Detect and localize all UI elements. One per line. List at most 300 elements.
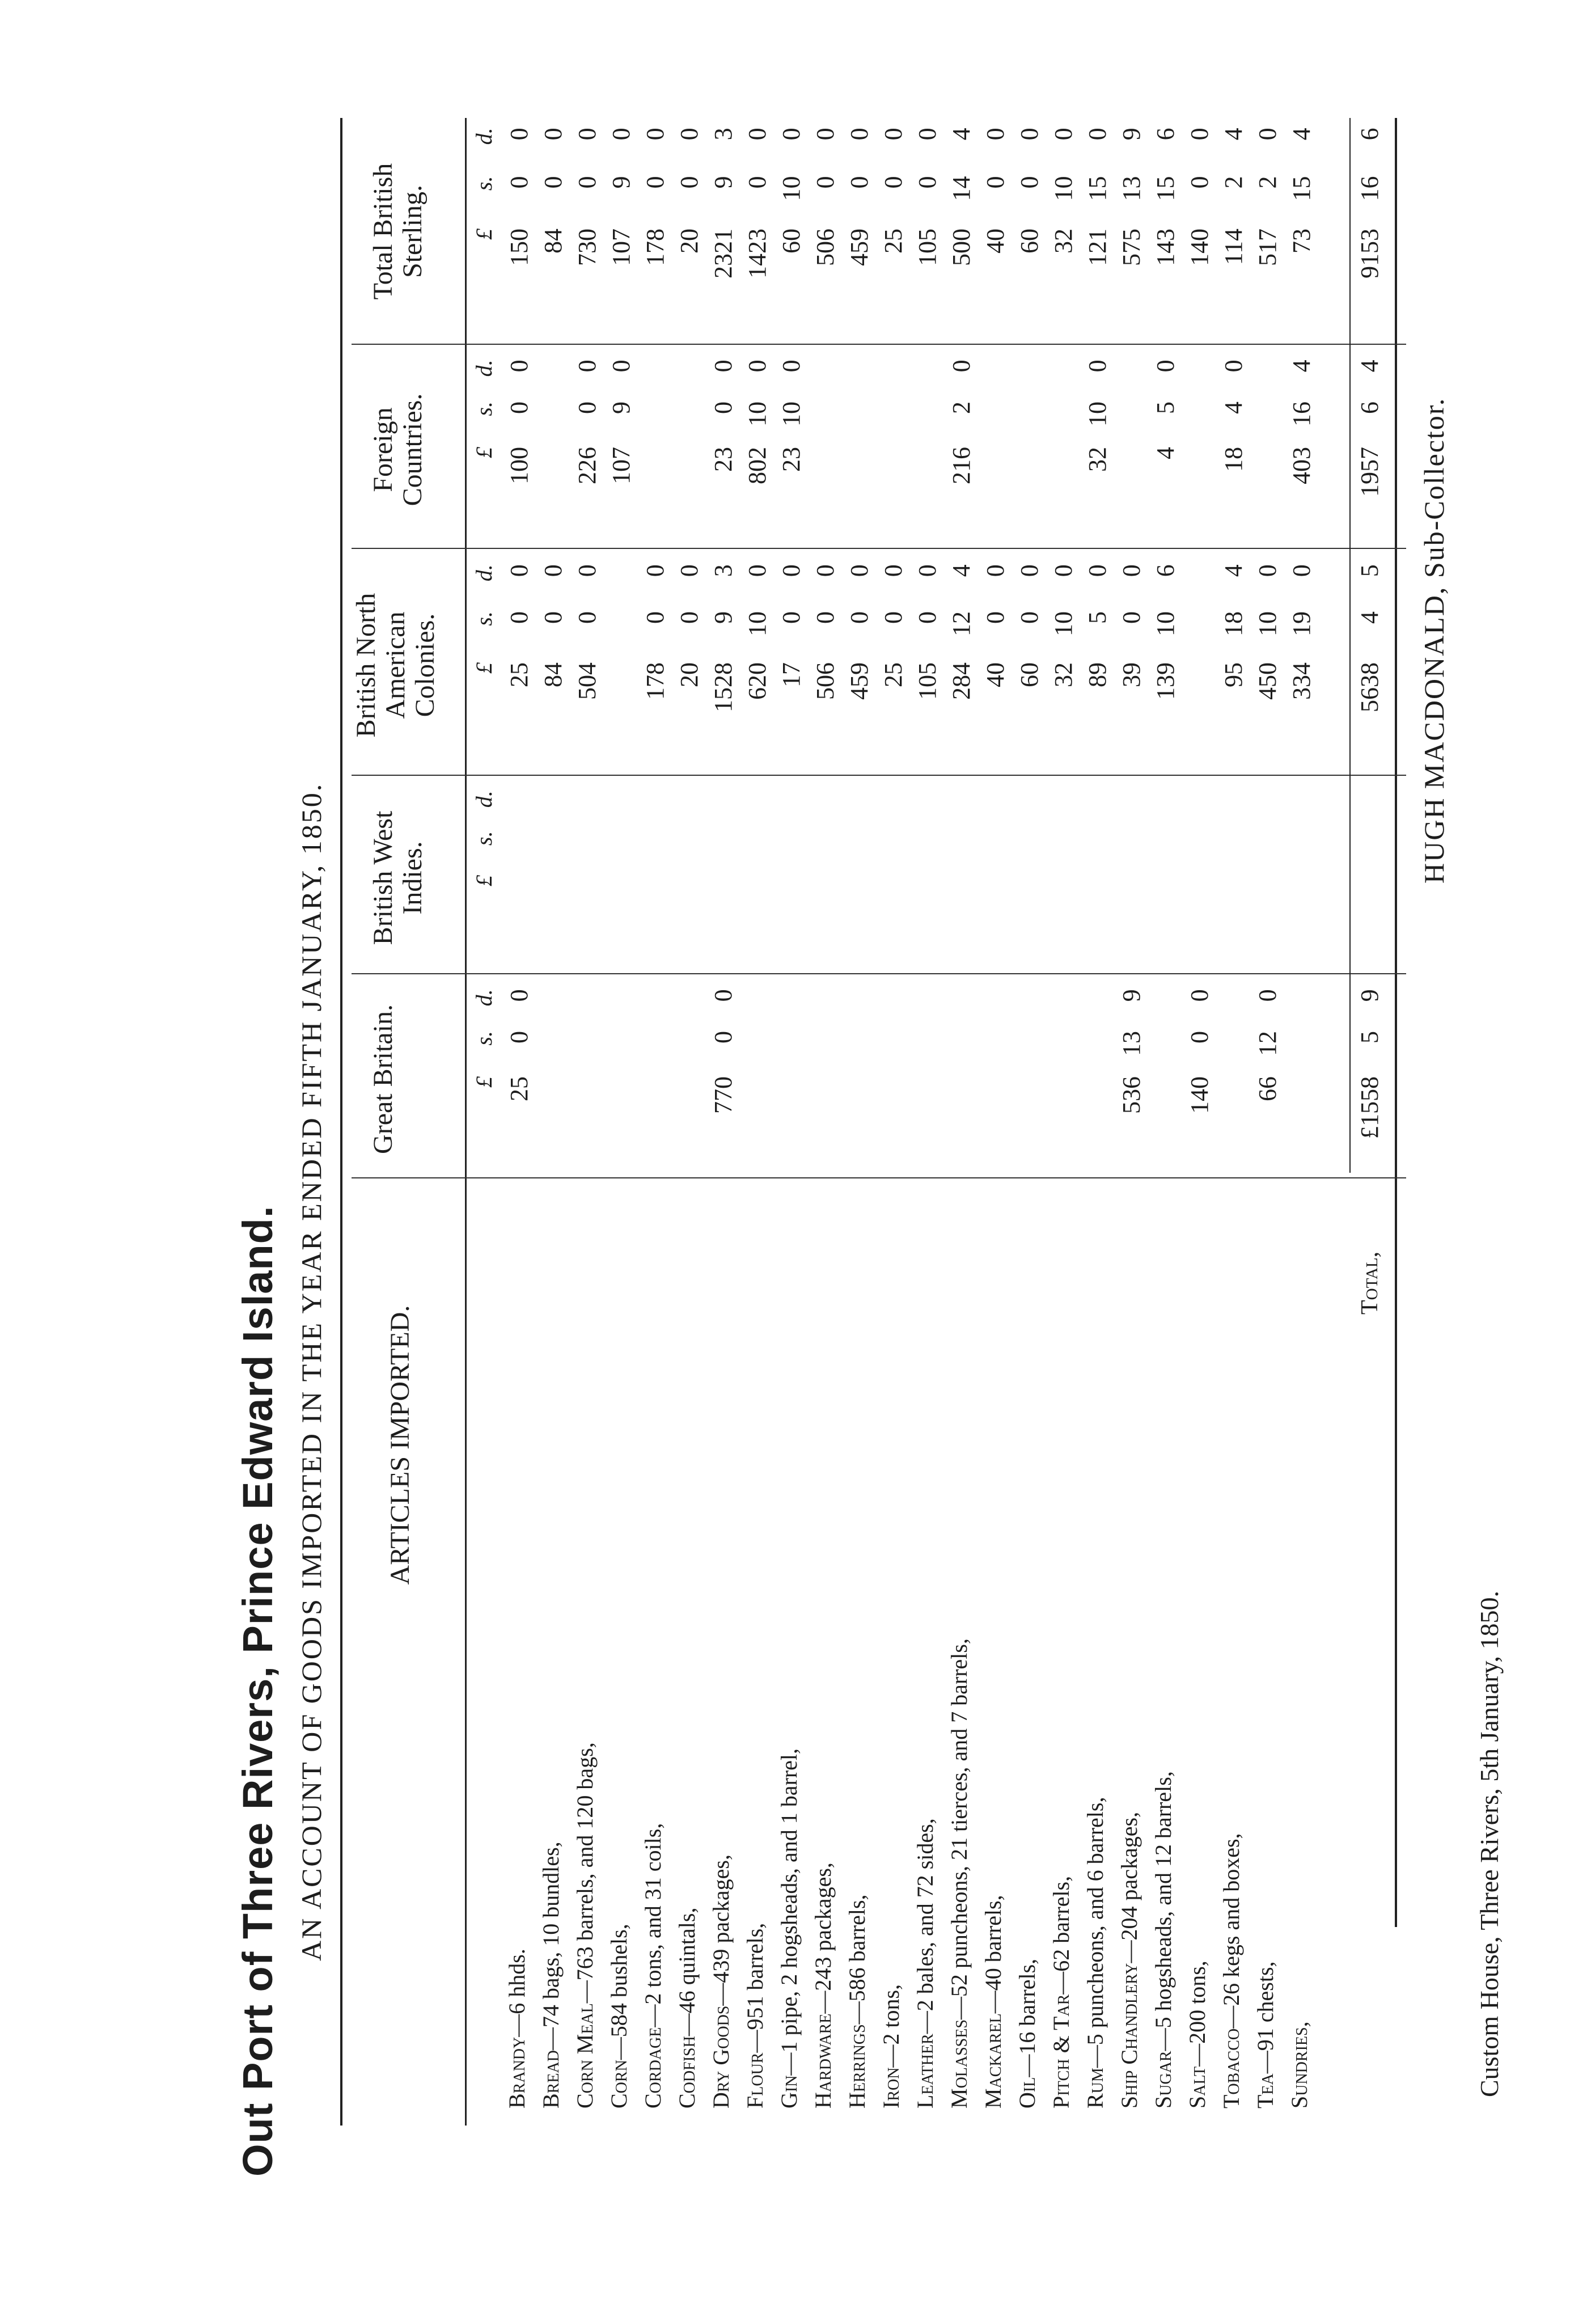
bna-cell-shillings: 18 bbox=[1220, 611, 1247, 636]
total-cell-shillings: 0 bbox=[981, 176, 1009, 189]
total-cell-pounds: 140 bbox=[1186, 229, 1213, 266]
total-cell-shillings: 15 bbox=[1288, 176, 1315, 201]
bna-cell-pounds: 17 bbox=[777, 662, 805, 687]
bna-total-pence: 5 bbox=[1356, 564, 1383, 577]
article-quantity: —763 barrels, and 120 bags, bbox=[572, 1742, 598, 2004]
article-name: Gin bbox=[776, 2075, 802, 2108]
article-name: Dry Goods bbox=[708, 2005, 734, 2108]
bna-cell-pence: 0 bbox=[573, 564, 601, 577]
rule-header-bottom bbox=[465, 118, 467, 2126]
foreign-cell-pounds: 100 bbox=[505, 447, 533, 484]
bna-cell-shillings: 10 bbox=[1254, 611, 1281, 636]
article-quantity: —5 puncheons, and 6 barrels, bbox=[1082, 1797, 1108, 2068]
bna-cell-shillings: 0 bbox=[641, 611, 669, 624]
total-cell-pence: 3 bbox=[709, 128, 737, 141]
col-sep bbox=[352, 1177, 1406, 1178]
foreign-cell-pounds: 107 bbox=[607, 447, 635, 484]
total-cell-pounds: 60 bbox=[1015, 229, 1043, 253]
bna-cell-shillings: 0 bbox=[1015, 611, 1043, 624]
total-cell-pence: 0 bbox=[879, 128, 907, 141]
total-cell-pence: 0 bbox=[1186, 128, 1213, 141]
foreign-cell-shillings: 10 bbox=[1084, 402, 1111, 426]
article-label bbox=[809, 1862, 838, 2108]
total-cell-pence: 9 bbox=[1118, 128, 1145, 141]
total-cell-shillings: 0 bbox=[539, 176, 567, 189]
total-cell-pence: 0 bbox=[981, 128, 1009, 141]
foreign-cell-shillings: 4 bbox=[1220, 402, 1247, 414]
article-name: Brandy bbox=[504, 2036, 530, 2108]
unit-pence: d. bbox=[471, 564, 497, 582]
gb-cell-shillings: 0 bbox=[709, 1031, 737, 1043]
foreign-cell-shillings: 0 bbox=[573, 402, 601, 414]
bna-cell-pounds: 40 bbox=[981, 662, 1009, 687]
foreign-cell-pence: 0 bbox=[573, 360, 601, 373]
article-label bbox=[843, 1894, 872, 2108]
article-name: Hardware bbox=[810, 2013, 836, 2108]
bna-cell-pence: 0 bbox=[1084, 564, 1111, 577]
bna-cell-pence: 0 bbox=[505, 564, 533, 577]
bna-cell-pence: 0 bbox=[743, 564, 771, 577]
bna-total-pounds: 5638 bbox=[1356, 662, 1383, 712]
total-cell-pounds: 506 bbox=[811, 229, 839, 266]
bna-cell-pence: 0 bbox=[1050, 564, 1077, 577]
foreign-cell-shillings: 2 bbox=[947, 402, 975, 414]
gb-total-pence: 9 bbox=[1356, 989, 1383, 1002]
total-cell-pounds: 459 bbox=[845, 229, 873, 266]
article-label bbox=[604, 1924, 634, 2108]
gb-cell-pounds: 25 bbox=[505, 1076, 533, 1101]
article-quantity: —46 quintals, bbox=[674, 1907, 700, 2036]
foreign-cell-shillings: 5 bbox=[1152, 402, 1179, 414]
article-quantity: —91 chests, bbox=[1252, 1961, 1278, 2074]
bna-cell-shillings: 0 bbox=[811, 611, 839, 624]
article-quantity: —951 barrels, bbox=[742, 1922, 768, 2053]
grand-total-pence: 6 bbox=[1356, 128, 1383, 141]
bna-cell-shillings: 10 bbox=[743, 611, 771, 636]
total-cell-pounds: 40 bbox=[981, 229, 1009, 253]
total-cell-pence: 0 bbox=[607, 128, 635, 141]
article-name: Codfish bbox=[674, 2036, 700, 2108]
foreign-cell-pounds: 226 bbox=[573, 447, 601, 484]
bna-cell-pounds: 450 bbox=[1254, 662, 1281, 700]
col-sep bbox=[352, 344, 1406, 345]
article-quantity: —26 kegs and boxes, bbox=[1218, 1833, 1244, 2029]
foreign-cell-shillings: 0 bbox=[505, 402, 533, 414]
bna-cell-pence: 0 bbox=[1254, 564, 1281, 577]
article-quantity: —5 hogsheads, and 12 barrels, bbox=[1150, 1771, 1176, 2051]
foreign-cell-pounds: 23 bbox=[777, 447, 805, 472]
bna-cell-shillings: 5 bbox=[1084, 611, 1111, 624]
foreign-cell-pence: 0 bbox=[947, 360, 975, 373]
article-name: Ship Chandlery bbox=[1116, 1963, 1142, 2108]
bna-cell-pence: 0 bbox=[1288, 564, 1315, 577]
foreign-cell-pence: 0 bbox=[1220, 360, 1247, 373]
bna-cell-pounds: 506 bbox=[811, 662, 839, 700]
article-name: Salt bbox=[1184, 2066, 1210, 2108]
header-bna: British North American Colonies. bbox=[351, 593, 440, 738]
foreign-cell-pounds: 4 bbox=[1152, 447, 1179, 459]
article-quantity: , bbox=[1287, 2021, 1312, 2027]
bna-cell-pence: 0 bbox=[1118, 564, 1145, 577]
total-cell-shillings: 0 bbox=[913, 176, 941, 189]
total-cell-pounds: 500 bbox=[947, 229, 975, 266]
foreign-cell-shillings: 16 bbox=[1288, 402, 1315, 426]
article-label bbox=[911, 1818, 940, 2108]
unit-pence: d. bbox=[471, 791, 497, 808]
total-cell-shillings: 0 bbox=[1015, 176, 1043, 189]
bna-cell-shillings: 10 bbox=[1050, 611, 1077, 636]
foreign-cell-pence: 0 bbox=[1084, 360, 1111, 373]
header-west-indies: British West Indies. bbox=[368, 810, 428, 945]
signature: HUGH MACDONALD, Sub-Collector. bbox=[1418, 397, 1450, 884]
article-name: Leather bbox=[912, 2034, 938, 2108]
unit-shillings: s. bbox=[471, 1031, 497, 1046]
bna-cell-pence: 0 bbox=[641, 564, 669, 577]
article-name: Flour bbox=[742, 2052, 768, 2108]
foreign-cell-pounds: 18 bbox=[1220, 447, 1247, 472]
total-cell-pounds: 1423 bbox=[743, 229, 771, 278]
article-name: Iron bbox=[878, 2067, 904, 2108]
total-cell-pounds: 143 bbox=[1152, 229, 1179, 266]
total-cell-pence: 0 bbox=[811, 128, 839, 141]
total-cell-pence: 0 bbox=[1015, 128, 1043, 141]
gb-cell-pounds: 66 bbox=[1254, 1076, 1281, 1101]
total-cell-shillings: 2 bbox=[1254, 176, 1281, 189]
foreign-cell-shillings: 10 bbox=[743, 402, 771, 426]
total-cell-pounds: 178 bbox=[641, 229, 669, 266]
bna-cell-shillings: 0 bbox=[913, 611, 941, 624]
total-cell-shillings: 0 bbox=[675, 176, 703, 189]
bna-cell-pounds: 178 bbox=[641, 662, 669, 700]
total-label: Total, bbox=[1357, 1251, 1383, 1315]
article-label bbox=[570, 1742, 600, 2108]
bna-cell-shillings: 0 bbox=[675, 611, 703, 624]
rule-top bbox=[340, 118, 342, 2126]
total-cell-pence: 4 bbox=[1220, 128, 1247, 141]
gb-cell-pounds: 770 bbox=[709, 1076, 737, 1114]
article-name: Corn Meal bbox=[572, 2003, 598, 2108]
foreign-cell-pence: 0 bbox=[607, 360, 635, 373]
grand-total-shillings: 16 bbox=[1356, 176, 1383, 201]
foreign-cell-pence: 0 bbox=[777, 360, 805, 373]
bna-cell-pence: 0 bbox=[1015, 564, 1043, 577]
article-name: Molasses bbox=[946, 2019, 972, 2108]
grand-total-pounds: 9153 bbox=[1356, 229, 1383, 278]
total-cell-shillings: 14 bbox=[947, 176, 975, 201]
total-cell-pounds: 60 bbox=[777, 229, 805, 253]
bna-cell-shillings: 0 bbox=[981, 611, 1009, 624]
bna-cell-pence: 0 bbox=[811, 564, 839, 577]
article-label bbox=[740, 1923, 770, 2108]
article-label bbox=[1115, 1812, 1144, 2108]
gb-cell-shillings: 13 bbox=[1118, 1031, 1145, 1056]
article-quantity: —204 packages, bbox=[1116, 1811, 1142, 1963]
gb-total-pounds: £1558 bbox=[1356, 1076, 1383, 1139]
article-name: Bread bbox=[538, 2050, 564, 2108]
total-cell-shillings: 0 bbox=[811, 176, 839, 189]
total-cell-shillings: 0 bbox=[1186, 176, 1213, 189]
bna-cell-pounds: 284 bbox=[947, 662, 975, 700]
bna-cell-pence: 0 bbox=[879, 564, 907, 577]
bna-cell-pence: 0 bbox=[981, 564, 1009, 577]
gb-cell-pounds: 140 bbox=[1186, 1076, 1213, 1114]
article-name: Corn bbox=[606, 2060, 632, 2108]
foreign-total-pence: 4 bbox=[1356, 360, 1383, 373]
foreign-total-shillings: 6 bbox=[1356, 402, 1383, 414]
total-cell-pounds: 107 bbox=[607, 229, 635, 266]
total-cell-pounds: 121 bbox=[1084, 229, 1111, 266]
article-quantity: —74 bags, 10 bundles, bbox=[538, 1841, 564, 2051]
bna-cell-pence: 0 bbox=[845, 564, 873, 577]
unit-shillings: s. bbox=[471, 176, 497, 191]
bna-cell-pounds: 39 bbox=[1118, 662, 1145, 687]
article-label bbox=[1251, 1961, 1280, 2108]
bna-cell-pence: 6 bbox=[1152, 564, 1179, 577]
total-cell-shillings: 0 bbox=[505, 176, 533, 189]
bna-cell-shillings: 0 bbox=[879, 611, 907, 624]
article-quantity: —1 pipe, 2 hogsheads, and 1 barrel, bbox=[776, 1748, 802, 2076]
foreign-cell-pence: 0 bbox=[743, 360, 771, 373]
article-label bbox=[877, 1984, 906, 2108]
bna-cell-shillings: 10 bbox=[1152, 611, 1179, 636]
total-cell-pounds: 32 bbox=[1050, 229, 1077, 253]
document-title: Out Port of Three Rivers, Prince Edward Island. bbox=[234, 1205, 281, 2177]
article-quantity: —40 barrels, bbox=[980, 1895, 1006, 2014]
gb-cell-pence: 0 bbox=[1186, 989, 1213, 1002]
gb-cell-shillings: 0 bbox=[505, 1031, 533, 1043]
total-cell-pence: 0 bbox=[539, 128, 567, 141]
total-cell-pence: 6 bbox=[1152, 128, 1179, 141]
unit-shillings: s. bbox=[471, 611, 497, 626]
article-label bbox=[536, 1841, 566, 2108]
foreign-cell-shillings: 10 bbox=[777, 402, 805, 426]
gb-cell-pence: 9 bbox=[1118, 989, 1145, 1002]
total-cell-pounds: 150 bbox=[505, 229, 533, 266]
total-cell-shillings: 15 bbox=[1152, 176, 1179, 201]
total-cell-pence: 0 bbox=[777, 128, 805, 141]
article-quantity: —2 bales, and 72 sides, bbox=[912, 1818, 938, 2034]
total-cell-pounds: 114 bbox=[1220, 229, 1247, 265]
col-sep bbox=[352, 775, 1406, 776]
foreign-cell-pounds: 403 bbox=[1288, 447, 1315, 484]
article-name: Pitch & Tar bbox=[1048, 1994, 1074, 2108]
bna-cell-shillings: 0 bbox=[845, 611, 873, 624]
total-cell-shillings: 0 bbox=[573, 176, 601, 189]
bna-cell-pounds: 20 bbox=[675, 662, 703, 687]
foreign-cell-pounds: 802 bbox=[743, 447, 771, 484]
document-subtitle: AN ACCOUNT OF GOODS IMPORTED IN THE YEAR ENDED FIFTH JANUARY, 1850. bbox=[295, 782, 327, 1961]
article-label bbox=[979, 1895, 1008, 2108]
total-cell-pounds: 25 bbox=[879, 229, 907, 253]
article-quantity: —6 hhds. bbox=[504, 1949, 530, 2037]
unit-pounds: £ bbox=[471, 875, 497, 886]
article-quantity: —439 packages, bbox=[708, 1854, 734, 2006]
total-cell-pounds: 73 bbox=[1288, 229, 1315, 253]
col-sep bbox=[352, 973, 1406, 974]
bna-cell-pounds: 95 bbox=[1220, 662, 1247, 687]
total-cell-pence: 0 bbox=[1084, 128, 1111, 141]
total-cell-pence: 0 bbox=[743, 128, 771, 141]
bna-cell-pounds: 459 bbox=[845, 662, 873, 700]
article-quantity: —2 tons, and 31 coils, bbox=[640, 1823, 666, 2027]
article-name: Herrings bbox=[844, 2024, 870, 2108]
foreign-cell-shillings: 9 bbox=[607, 402, 635, 414]
total-cell-pence: 0 bbox=[845, 128, 873, 141]
total-cell-shillings: 0 bbox=[641, 176, 669, 189]
article-quantity: —62 barrels, bbox=[1048, 1875, 1074, 1995]
article-label bbox=[1183, 1960, 1212, 2108]
total-cell-pounds: 20 bbox=[675, 229, 703, 253]
total-cell-pounds: 517 bbox=[1254, 229, 1281, 266]
total-cell-pounds: 730 bbox=[573, 229, 601, 266]
total-cell-shillings: 0 bbox=[743, 176, 771, 189]
unit-pence: d. bbox=[471, 128, 497, 145]
article-quantity: —584 bushels, bbox=[606, 1924, 632, 2060]
article-name: Rum bbox=[1082, 2068, 1108, 2108]
article-label bbox=[1081, 1797, 1110, 2108]
total-cell-pence: 0 bbox=[675, 128, 703, 141]
gb-cell-pence: 0 bbox=[709, 989, 737, 1002]
total-cell-shillings: 10 bbox=[777, 176, 805, 201]
gb-cell-pence: 0 bbox=[505, 989, 533, 1002]
bna-cell-pounds: 89 bbox=[1084, 662, 1111, 687]
total-cell-shillings: 10 bbox=[1050, 176, 1077, 201]
bna-total-shillings: 4 bbox=[1356, 611, 1383, 624]
article-quantity: —586 barrels, bbox=[844, 1894, 870, 2025]
total-cell-shillings: 0 bbox=[879, 176, 907, 189]
article-name: Sundries bbox=[1287, 2027, 1312, 2108]
unit-shillings: s. bbox=[471, 402, 497, 416]
article-quantity: —200 tons, bbox=[1184, 1960, 1210, 2067]
foreign-cell-pounds: 32 bbox=[1084, 447, 1111, 472]
foreign-cell-pounds: 216 bbox=[947, 447, 975, 484]
bna-cell-pounds: 32 bbox=[1050, 662, 1077, 687]
foreign-total-pounds: 1957 bbox=[1356, 447, 1383, 497]
article-label bbox=[1013, 1959, 1042, 2108]
article-name: Sugar bbox=[1150, 2051, 1176, 2108]
bna-cell-pence: 0 bbox=[777, 564, 805, 577]
bna-cell-shillings: 0 bbox=[573, 611, 601, 624]
bna-cell-pence: 3 bbox=[709, 564, 737, 577]
header-articles: ARTICLES IMPORTED. bbox=[385, 1305, 415, 1585]
gb-cell-pence: 0 bbox=[1254, 989, 1281, 1002]
bna-cell-shillings: 12 bbox=[947, 611, 975, 636]
article-name: Tobacco bbox=[1218, 2028, 1244, 2108]
unit-pounds: £ bbox=[471, 229, 497, 240]
bna-cell-pence: 0 bbox=[539, 564, 567, 577]
bna-cell-pounds: 139 bbox=[1152, 662, 1179, 700]
total-cell-pounds: 105 bbox=[913, 229, 941, 266]
bna-cell-pounds: 1528 bbox=[709, 662, 737, 712]
total-cell-pence: 0 bbox=[913, 128, 941, 141]
unit-pounds: £ bbox=[471, 447, 497, 458]
bna-cell-shillings: 0 bbox=[1118, 611, 1145, 624]
unit-pounds: £ bbox=[471, 1076, 497, 1088]
header-great-britain: Great Britain. bbox=[368, 1004, 398, 1154]
article-label bbox=[1047, 1876, 1076, 2108]
foreign-cell-shillings: 0 bbox=[709, 402, 737, 414]
article-quantity: —243 packages, bbox=[810, 1862, 836, 2014]
article-name: Mackarel bbox=[980, 2013, 1006, 2108]
bna-cell-pounds: 25 bbox=[505, 662, 533, 687]
article-name: Tea bbox=[1252, 2073, 1278, 2108]
gb-total-shillings: 5 bbox=[1356, 1031, 1383, 1043]
article-name: Oil bbox=[1014, 2077, 1040, 2108]
total-cell-pence: 4 bbox=[1288, 128, 1315, 141]
foreign-cell-pounds: 23 bbox=[709, 447, 737, 472]
bna-cell-pounds: 84 bbox=[539, 662, 567, 687]
foreign-cell-pence: 0 bbox=[505, 360, 533, 373]
total-cell-pounds: 84 bbox=[539, 229, 567, 253]
total-cell-shillings: 15 bbox=[1084, 176, 1111, 201]
total-cell-shillings: 13 bbox=[1118, 176, 1145, 201]
article-label bbox=[502, 1949, 532, 2108]
bna-cell-pounds: 620 bbox=[743, 662, 771, 700]
foreign-cell-pence: 4 bbox=[1288, 360, 1315, 373]
total-cell-pence: 4 bbox=[947, 128, 975, 141]
article-label bbox=[706, 1854, 736, 2108]
bna-cell-pence: 0 bbox=[675, 564, 703, 577]
total-cell-pence: 0 bbox=[1254, 128, 1281, 141]
bna-cell-pence: 4 bbox=[1220, 564, 1247, 577]
unit-pence: d. bbox=[471, 989, 497, 1007]
total-cell-pence: 0 bbox=[505, 128, 533, 141]
article-label bbox=[1149, 1771, 1178, 2108]
article-label bbox=[1285, 2021, 1314, 2108]
total-cell-shillings: 2 bbox=[1220, 176, 1247, 189]
article-quantity: —2 tons, bbox=[878, 1984, 904, 2068]
bna-cell-pence: 0 bbox=[913, 564, 941, 577]
unit-pence: d. bbox=[471, 360, 497, 377]
bna-cell-pounds: 334 bbox=[1288, 662, 1315, 700]
article-label bbox=[1217, 1833, 1246, 2108]
article-label bbox=[672, 1908, 702, 2108]
total-cell-shillings: 9 bbox=[709, 176, 737, 189]
bna-cell-pounds: 60 bbox=[1015, 662, 1043, 687]
bna-cell-shillings: 0 bbox=[539, 611, 567, 624]
article-name: Cordage bbox=[640, 2027, 666, 2108]
article-quantity: —16 barrels, bbox=[1014, 1958, 1040, 2077]
article-label bbox=[945, 1638, 974, 2108]
article-label bbox=[775, 1748, 804, 2108]
unit-pounds: £ bbox=[471, 662, 497, 674]
total-cell-pence: 0 bbox=[641, 128, 669, 141]
article-quantity: —52 puncheons, 21 tierces, and 7 barrels, bbox=[946, 1638, 972, 2020]
total-cell-shillings: 9 bbox=[607, 176, 635, 189]
col-sep bbox=[352, 548, 1406, 549]
bna-cell-shillings: 9 bbox=[709, 611, 737, 624]
article-label bbox=[638, 1823, 668, 2108]
total-cell-pence: 0 bbox=[1050, 128, 1077, 141]
bna-cell-pence: 4 bbox=[947, 564, 975, 577]
header-total: Total British Sterling. bbox=[368, 163, 428, 300]
gb-cell-shillings: 12 bbox=[1254, 1031, 1281, 1056]
gb-cell-shillings: 0 bbox=[1186, 1031, 1213, 1043]
rule-totals bbox=[1349, 118, 1351, 1173]
bna-cell-shillings: 19 bbox=[1288, 611, 1315, 636]
total-cell-pounds: 2321 bbox=[709, 229, 737, 278]
bna-cell-shillings: 0 bbox=[777, 611, 805, 624]
custom-house-note: Custom House, Three Rivers, 5th January, 1850. bbox=[1475, 1590, 1504, 2097]
gb-cell-pounds: 536 bbox=[1118, 1076, 1145, 1114]
bna-cell-pounds: 25 bbox=[879, 662, 907, 687]
bna-cell-pounds: 105 bbox=[913, 662, 941, 700]
bna-cell-pounds: 504 bbox=[573, 662, 601, 700]
unit-shillings: s. bbox=[471, 831, 497, 846]
total-cell-pence: 0 bbox=[573, 128, 601, 141]
total-cell-shillings: 0 bbox=[845, 176, 873, 189]
rule-bottom bbox=[1395, 118, 1397, 1927]
